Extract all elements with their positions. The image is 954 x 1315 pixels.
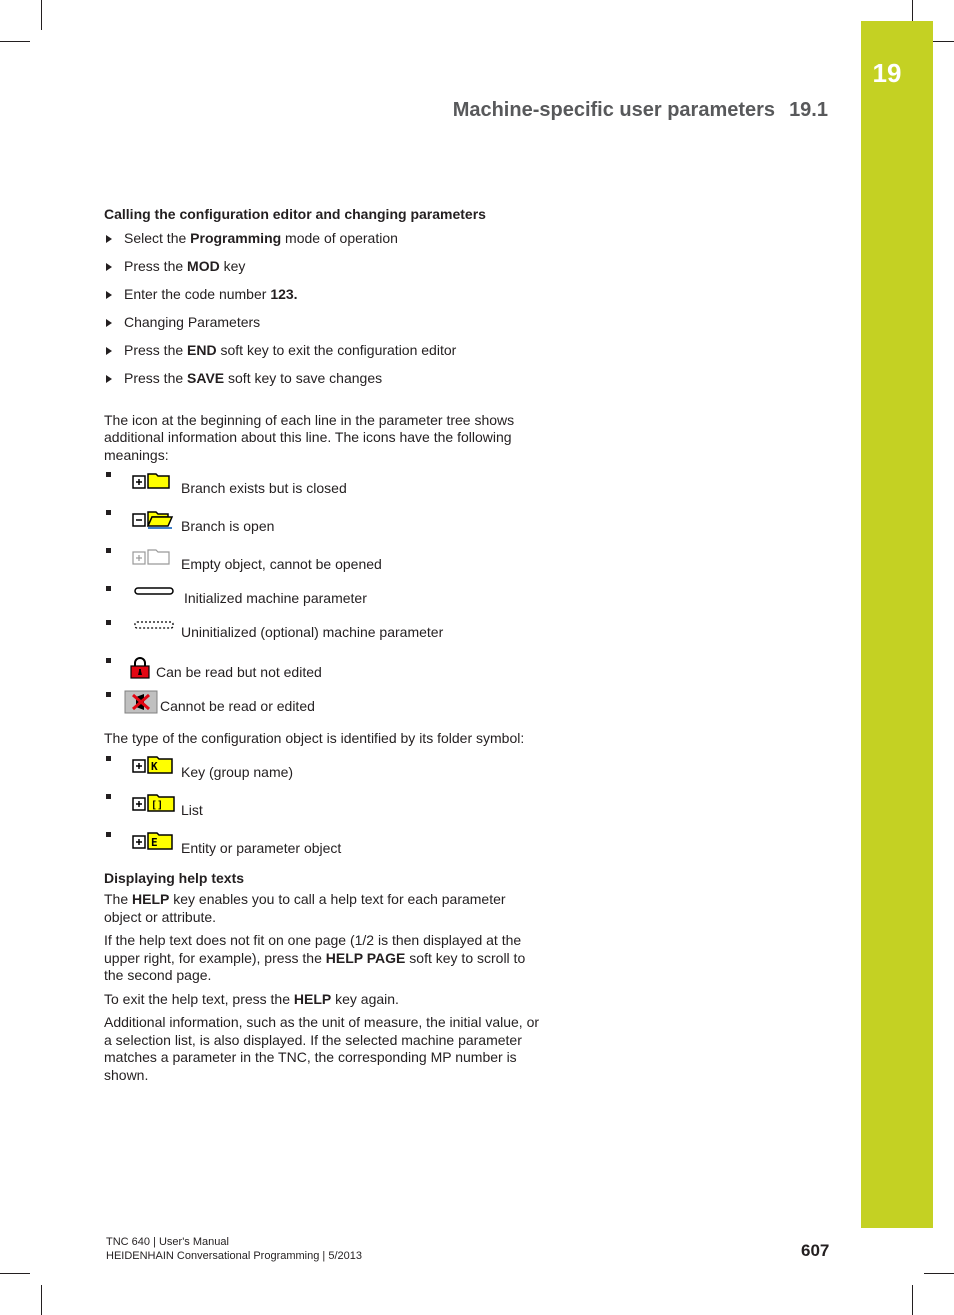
branch-open-icon [130, 508, 176, 530]
empty-object-icon [130, 546, 176, 568]
icon-label: Branch is open [181, 518, 275, 534]
help-key: HELP [293, 990, 332, 1007]
step-text: mode of operation [281, 229, 398, 246]
no-access-icon [124, 690, 158, 714]
list-item [104, 370, 544, 398]
arrow-icon [106, 263, 112, 271]
icon-label: List [181, 801, 203, 818]
bullet [106, 794, 111, 799]
help-text: If the help text does not fit on one page (1/2 is then displayed at the upper right, for example), press the [104, 932, 522, 966]
list-folder-icon [130, 792, 178, 814]
arrow-icon [106, 375, 112, 383]
lock-icon [128, 656, 152, 680]
step-text: Changing Parameters [124, 313, 261, 330]
list-item [104, 754, 544, 792]
folder-letter: [] [151, 799, 164, 811]
arrow-icon [106, 291, 112, 299]
step-text: Press the [124, 369, 188, 386]
help-heading: Displaying help texts [104, 869, 245, 886]
help-text: soft key to scroll to the second page. [104, 949, 526, 983]
crop-mark [0, 41, 30, 42]
list-item [104, 584, 544, 618]
folder-letter: K [151, 759, 158, 773]
step-key: MOD [187, 257, 220, 274]
crop-mark [41, 0, 42, 30]
header-title: Machine-specific user parameters [452, 99, 776, 121]
list-item [104, 314, 544, 342]
bullet [106, 510, 111, 515]
entity-folder-icon [130, 830, 178, 852]
section-heading: Calling the configuration editor and changing parameters [104, 206, 486, 222]
initialized-parameter-icon [130, 584, 180, 604]
help-paragraph [104, 932, 544, 985]
icon-label: Cannot be read or edited [160, 698, 315, 714]
bullet [106, 692, 111, 697]
crop-mark [912, 1285, 913, 1315]
help-paragraph [104, 891, 544, 926]
icon-label: Can be read but not edited [156, 664, 322, 680]
types-intro: The type of the configuration object is identified by its folder symbol: [104, 730, 525, 746]
step-text: soft key to exit the configuration editor [216, 341, 457, 358]
step-text: soft key to save changes [224, 369, 383, 386]
step-text: key [219, 257, 246, 274]
icon-label: Key (group name) [181, 763, 294, 780]
help-key: HELP PAGE [325, 949, 406, 966]
footer-line: TNC 640 | User's Manual [106, 1236, 229, 1248]
help-text: To exit the help text, press the [104, 990, 294, 1007]
bullet [106, 548, 111, 553]
help-text: key again. [331, 990, 399, 1007]
list-item [104, 508, 544, 546]
page-number: 607 [801, 1241, 830, 1260]
step-text: Enter the code number [124, 285, 271, 302]
help-paragraph [104, 991, 544, 1009]
key-folder-icon [130, 754, 178, 776]
bullet [106, 472, 111, 477]
list-item [104, 690, 544, 724]
icon-legend [104, 470, 544, 724]
help-text: key enables you to call a help text for each parameter object or attribute. [104, 891, 506, 925]
icons-intro: The icon at the beginning of each line in the parameter tree shows additional information about this line. The icons have the following meanings: [104, 411, 515, 463]
list-item [104, 792, 544, 830]
arrow-icon [106, 347, 112, 355]
bullet [106, 756, 111, 761]
icon-label: Initialized machine parameter [184, 590, 367, 606]
crop-mark [0, 1273, 30, 1274]
footer-line: HEIDENHAIN Conversational Programming | 5/2013 [106, 1250, 362, 1262]
list-item [104, 618, 544, 656]
list-item [104, 656, 544, 690]
chapter-number: 19 [872, 58, 902, 88]
step-key: SAVE [187, 369, 225, 386]
bullet [106, 832, 111, 837]
main-content [104, 206, 544, 1090]
step-text: Select the [124, 229, 191, 246]
list-item [104, 230, 544, 258]
step-text: Press the [124, 257, 188, 274]
help-paragraph: Additional information, such as the unit of measure, the initial value, or a selection list, is also displayed. If the selected machine parameter matches a parameter in the TNC, the corresponding MP number is shown. [104, 1014, 540, 1083]
branch-closed-icon [130, 470, 176, 492]
arrow-icon [106, 319, 112, 327]
icon-label: Entity or parameter object [181, 839, 342, 856]
uninitialized-parameter-icon [130, 618, 180, 638]
step-text: Press the [124, 341, 188, 358]
list-item [104, 830, 544, 868]
page-footer [106, 1235, 362, 1263]
page-header [453, 99, 828, 122]
step-key: 123. [270, 285, 298, 302]
step-key: END [187, 341, 217, 358]
list-item [104, 286, 544, 314]
step-key: Programming [190, 229, 282, 246]
folder-letter: E [151, 835, 158, 849]
bullet [106, 658, 111, 663]
list-item [104, 342, 544, 370]
bullet [106, 586, 111, 591]
header-section: 19.1 [789, 99, 828, 121]
bullet [106, 620, 111, 625]
icon-label: Empty object, cannot be opened [181, 556, 382, 572]
help-text: The [104, 891, 133, 907]
list-item [104, 258, 544, 286]
type-legend [104, 754, 544, 868]
icon-label: Uninitialized (optional) machine parameter [181, 624, 444, 640]
icon-label: Branch exists but is closed [181, 480, 347, 496]
crop-mark [924, 1273, 954, 1274]
arrow-icon [106, 235, 112, 243]
chapter-tab [861, 21, 933, 1228]
crop-mark [41, 1285, 42, 1315]
list-item [104, 546, 544, 584]
help-key: HELP [132, 891, 170, 907]
list-item [104, 470, 544, 508]
step-list [104, 230, 544, 398]
